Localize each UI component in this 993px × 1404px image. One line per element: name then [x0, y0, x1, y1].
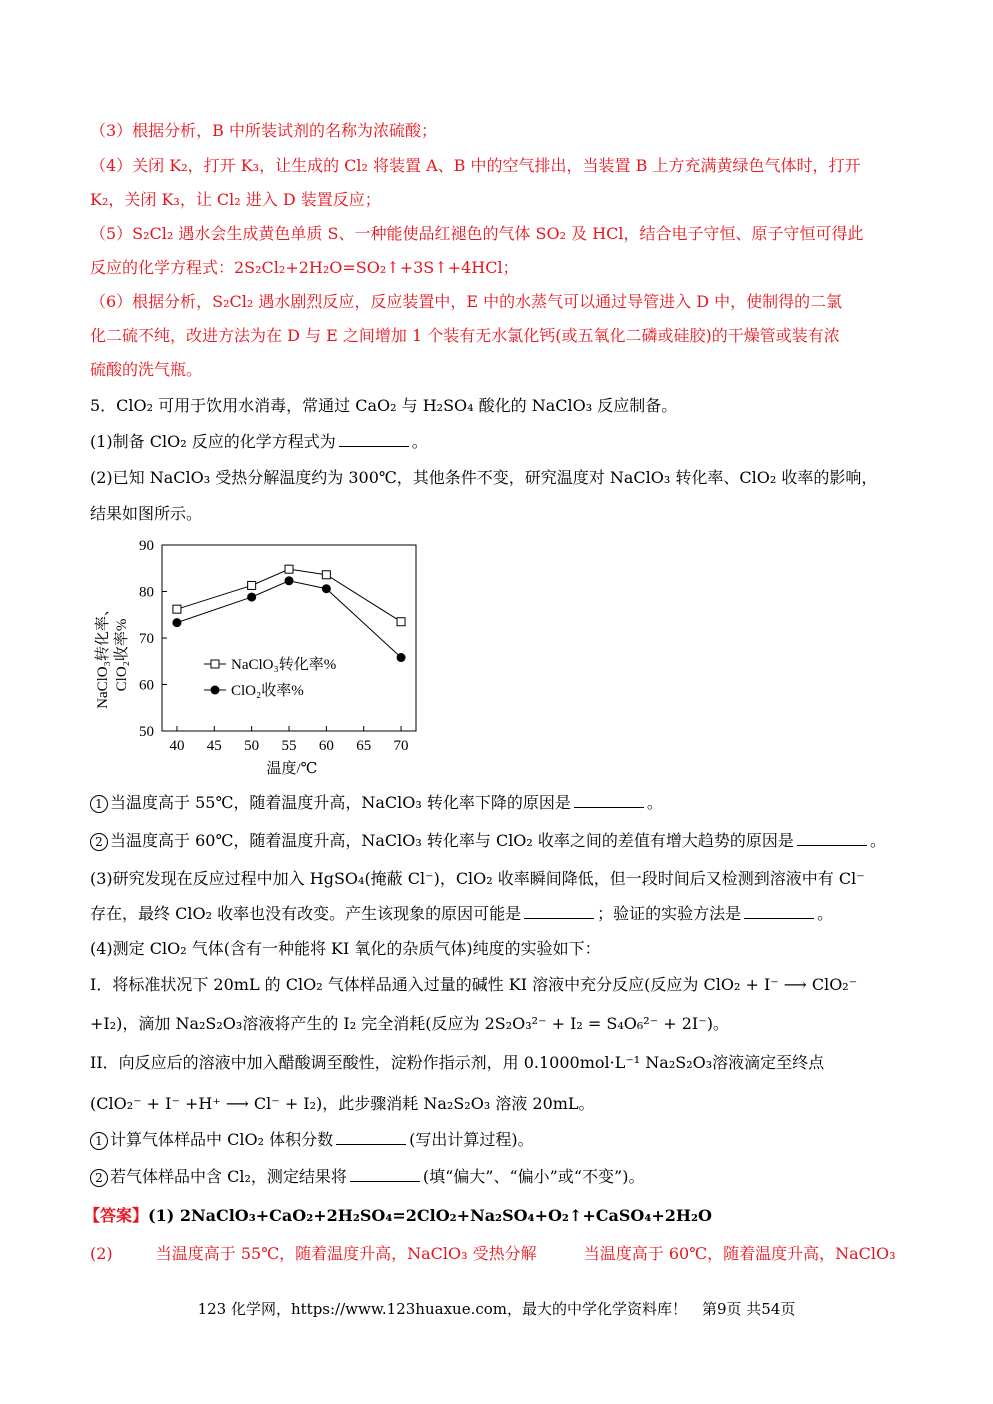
- data-point-conversion: [397, 618, 405, 626]
- part-1-end: 。: [411, 432, 428, 451]
- y-axis-label-line2: ClO₂收率%: [114, 618, 130, 692]
- x-tick-label: 45: [206, 738, 222, 754]
- question-5-calc-1: [90, 1129, 920, 1151]
- question-5-part-1: [90, 431, 920, 453]
- data-point-yield: [322, 584, 331, 593]
- analysis-line-6c: 硫酸的洗气瓶。: [90, 360, 203, 379]
- x-tick-label: 65: [356, 738, 372, 754]
- chart-legend: [204, 656, 336, 699]
- data-point-conversion: [322, 571, 330, 579]
- answer-line-2: [90, 1243, 920, 1265]
- circled-number-2: 2: [90, 1169, 108, 1187]
- analysis-line-5b: 反应的化学方程式：2S₂Cl₂+2H₂O=SO₂↑+3S↑+4HCl；: [90, 258, 519, 277]
- calc-1-text: 计算气体样品中 ClO₂ 体积分数: [110, 1130, 334, 1149]
- answer-blank: [350, 1167, 420, 1182]
- analysis-line-6a: （6）根据分析，S₂Cl₂ 遇水剧烈反应，反应装置中，E 中的水蒸气可以通过导管进入 D 中，使制得的二氯: [90, 292, 843, 311]
- y-tick-label: 70: [139, 631, 154, 647]
- circled-number-1: 1: [90, 795, 108, 813]
- y-tick-label: 60: [139, 677, 154, 694]
- y-tick-label: 90: [139, 538, 154, 554]
- x-tick-label: 40: [169, 738, 185, 754]
- question-5-part-3a: (3)研究发现在反应过程中加入 HgSO₄(掩蔽 Cl⁻)，ClO₂ 收率瞬间降低，但一段时间后又检测到溶液中有 Cl⁻: [90, 869, 865, 888]
- answer-blank: [574, 793, 644, 808]
- answer-1: (1) 2NaClO₃+CaO₂+2H₂SO₄=2ClO₂+Na₂SO₄+O₂↑+CaSO₄+2H₂O: [148, 1206, 712, 1225]
- answer-blank: [339, 432, 409, 447]
- answer-2-part-2: 当温度高于 60℃，随着温度升高，NaClO₃: [583, 1244, 896, 1263]
- question-5-intro: 5．ClO₂ 可用于饮用水消毒，常通过 CaO₂ 与 H₂SO₄ 酸化的 NaClO₃ 反应制备。: [90, 396, 678, 415]
- sub-2-text: 当温度高于 60℃，随着温度升高，NaClO₃ 转化率与 ClO₂ 收率之间的差值有增大趋势的原因是: [110, 831, 794, 850]
- x-tick-label: 70: [393, 738, 409, 754]
- y-tick-label: 50: [139, 724, 154, 740]
- legend-marker-circle: [211, 686, 220, 695]
- sub-1-text: 当温度高于 55℃，随着温度升高，NaClO₃ 转化率下降的原因是: [110, 793, 571, 812]
- answer-blank: [336, 1130, 406, 1145]
- question-5-part-4: (4)测定 ClO₂ 气体(含有一种能将 KI 氧化的杂质气体)纯度的实验如下：: [90, 939, 601, 958]
- question-5-part-3b: [90, 903, 920, 925]
- x-tick-label: 60: [318, 738, 334, 754]
- data-point-conversion: [248, 581, 256, 589]
- circled-number-2: 2: [90, 833, 108, 851]
- answer-blank: [524, 904, 594, 919]
- step-ii-line1: II．向反应后的溶液中加入醋酸调至酸性，淀粉作指示剂，用 0.1000mol·L⁻¹ Na₂S₂O₃溶液滴定至终点: [90, 1053, 825, 1072]
- part-3b-middle: ；验证的实验方法是: [597, 904, 742, 923]
- answer-line-1: [84, 1205, 914, 1227]
- chart-marks: [172, 565, 405, 662]
- legend-label-conversion: NaClO₃转化率%: [231, 657, 337, 673]
- analysis-line-5a: （5）S₂Cl₂ 遇水会生成黄色单质 S、一种能使品红褪色的气体 SO₂ 及 HCl，结合电子守恒、原子守恒可得此: [90, 224, 864, 243]
- legend-marker-square: [211, 660, 219, 668]
- x-tick-label: 55: [281, 738, 297, 754]
- answer-blank: [797, 831, 867, 846]
- sub-1-end: 。: [646, 793, 663, 812]
- answer-blank: [744, 904, 814, 919]
- analysis-line-4a: （4）关闭 K₂，打开 K₃，让生成的 Cl₂ 将装置 A、B 中的空气排出，当装置 B 上方充满黄绿色气体时，打开: [90, 156, 861, 175]
- circled-number-1: 1: [90, 1132, 108, 1150]
- analysis-line-6b: 化二硫不纯，改进方法为在 D 与 E 之间增加 1 个装有无水氯化钙(或五氧化二磷或硅胶)的干燥管或装有浓: [90, 326, 840, 345]
- data-point-yield: [397, 653, 406, 662]
- answer-label: 【答案】: [84, 1206, 149, 1225]
- part-3b-text: 存在，最终 ClO₂ 收率也没有改变。产生该现象的原因可能是: [90, 904, 522, 923]
- chart-axes: [139, 538, 416, 754]
- part-1-text: (1)制备 ClO₂ 反应的化学方程式为: [90, 432, 336, 451]
- data-point-yield: [172, 618, 181, 627]
- answer-2-number: (2): [90, 1244, 113, 1263]
- calc-1-end: (写出计算过程)。: [409, 1130, 534, 1149]
- question-5-sub-2: [90, 830, 920, 852]
- question-5-part-2a: (2)已知 NaClO₃ 受热分解温度约为 300℃，其他条件不变，研究温度对 NaClO₃ 转化率、ClO₂ 收率的影响，: [90, 468, 878, 487]
- x-axis-label: 温度/℃: [266, 761, 318, 777]
- analysis-line-4b: K₂，关闭 K₃，让 Cl₂ 进入 D 装置反应；: [90, 190, 381, 209]
- part-3b-end: 。: [817, 904, 834, 923]
- answer-2-part-1: 当温度高于 55℃，随着温度升高，NaClO₃ 受热分解: [155, 1244, 537, 1263]
- data-point-yield: [285, 576, 294, 585]
- data-point-conversion: [173, 605, 181, 613]
- question-5-sub-1: [90, 792, 920, 814]
- step-i-line1: I．将标准状况下 20mL 的 ClO₂ 气体样品通入过量的碱性 KI 溶液中充分反应(反应为 ClO₂ + I⁻ ⟶ ClO₂⁻: [90, 975, 858, 994]
- legend-label-yield: ClO₂收率%: [231, 683, 304, 699]
- x-tick-label: 50: [244, 738, 260, 754]
- conversion-yield-chart: [86, 535, 446, 780]
- data-point-conversion: [285, 565, 293, 573]
- data-point-yield: [247, 593, 256, 602]
- calc-2-end: (填“偏大”、“偏小”或“不变”)。: [422, 1167, 645, 1186]
- calc-2-text: 若气体样品中含 Cl₂，测定结果将: [110, 1167, 347, 1186]
- page-footer: 123 化学网，https://www.123huaxue.com，最大的中学化学资料库！ 第9页 共54页: [197, 1300, 796, 1318]
- series-line-2: [177, 581, 401, 658]
- question-5-part-2b: 结果如图所示。: [90, 504, 203, 523]
- question-5-calc-2: [90, 1166, 920, 1188]
- step-ii-line2: (ClO₂⁻ + I⁻ +H⁺ ⟶ Cl⁻ + I₂)，此步骤消耗 Na₂S₂O₃ 溶液 20mL。: [90, 1094, 595, 1113]
- analysis-line-3: （3）根据分析，B 中所装试剂的名称为浓硫酸；: [90, 121, 438, 140]
- step-i-line2: +I₂)，滴加 Na₂S₂O₃溶液将产生的 I₂ 完全消耗(反应为 2S₂O₃²⁻ + I₂ = S₄O₆²⁻ + 2I⁻)。: [90, 1014, 729, 1033]
- y-axis-label-line1: NaClO₃转化率、: [95, 601, 111, 709]
- y-tick-label: 80: [139, 584, 154, 601]
- sub-2-end: 。: [869, 831, 886, 850]
